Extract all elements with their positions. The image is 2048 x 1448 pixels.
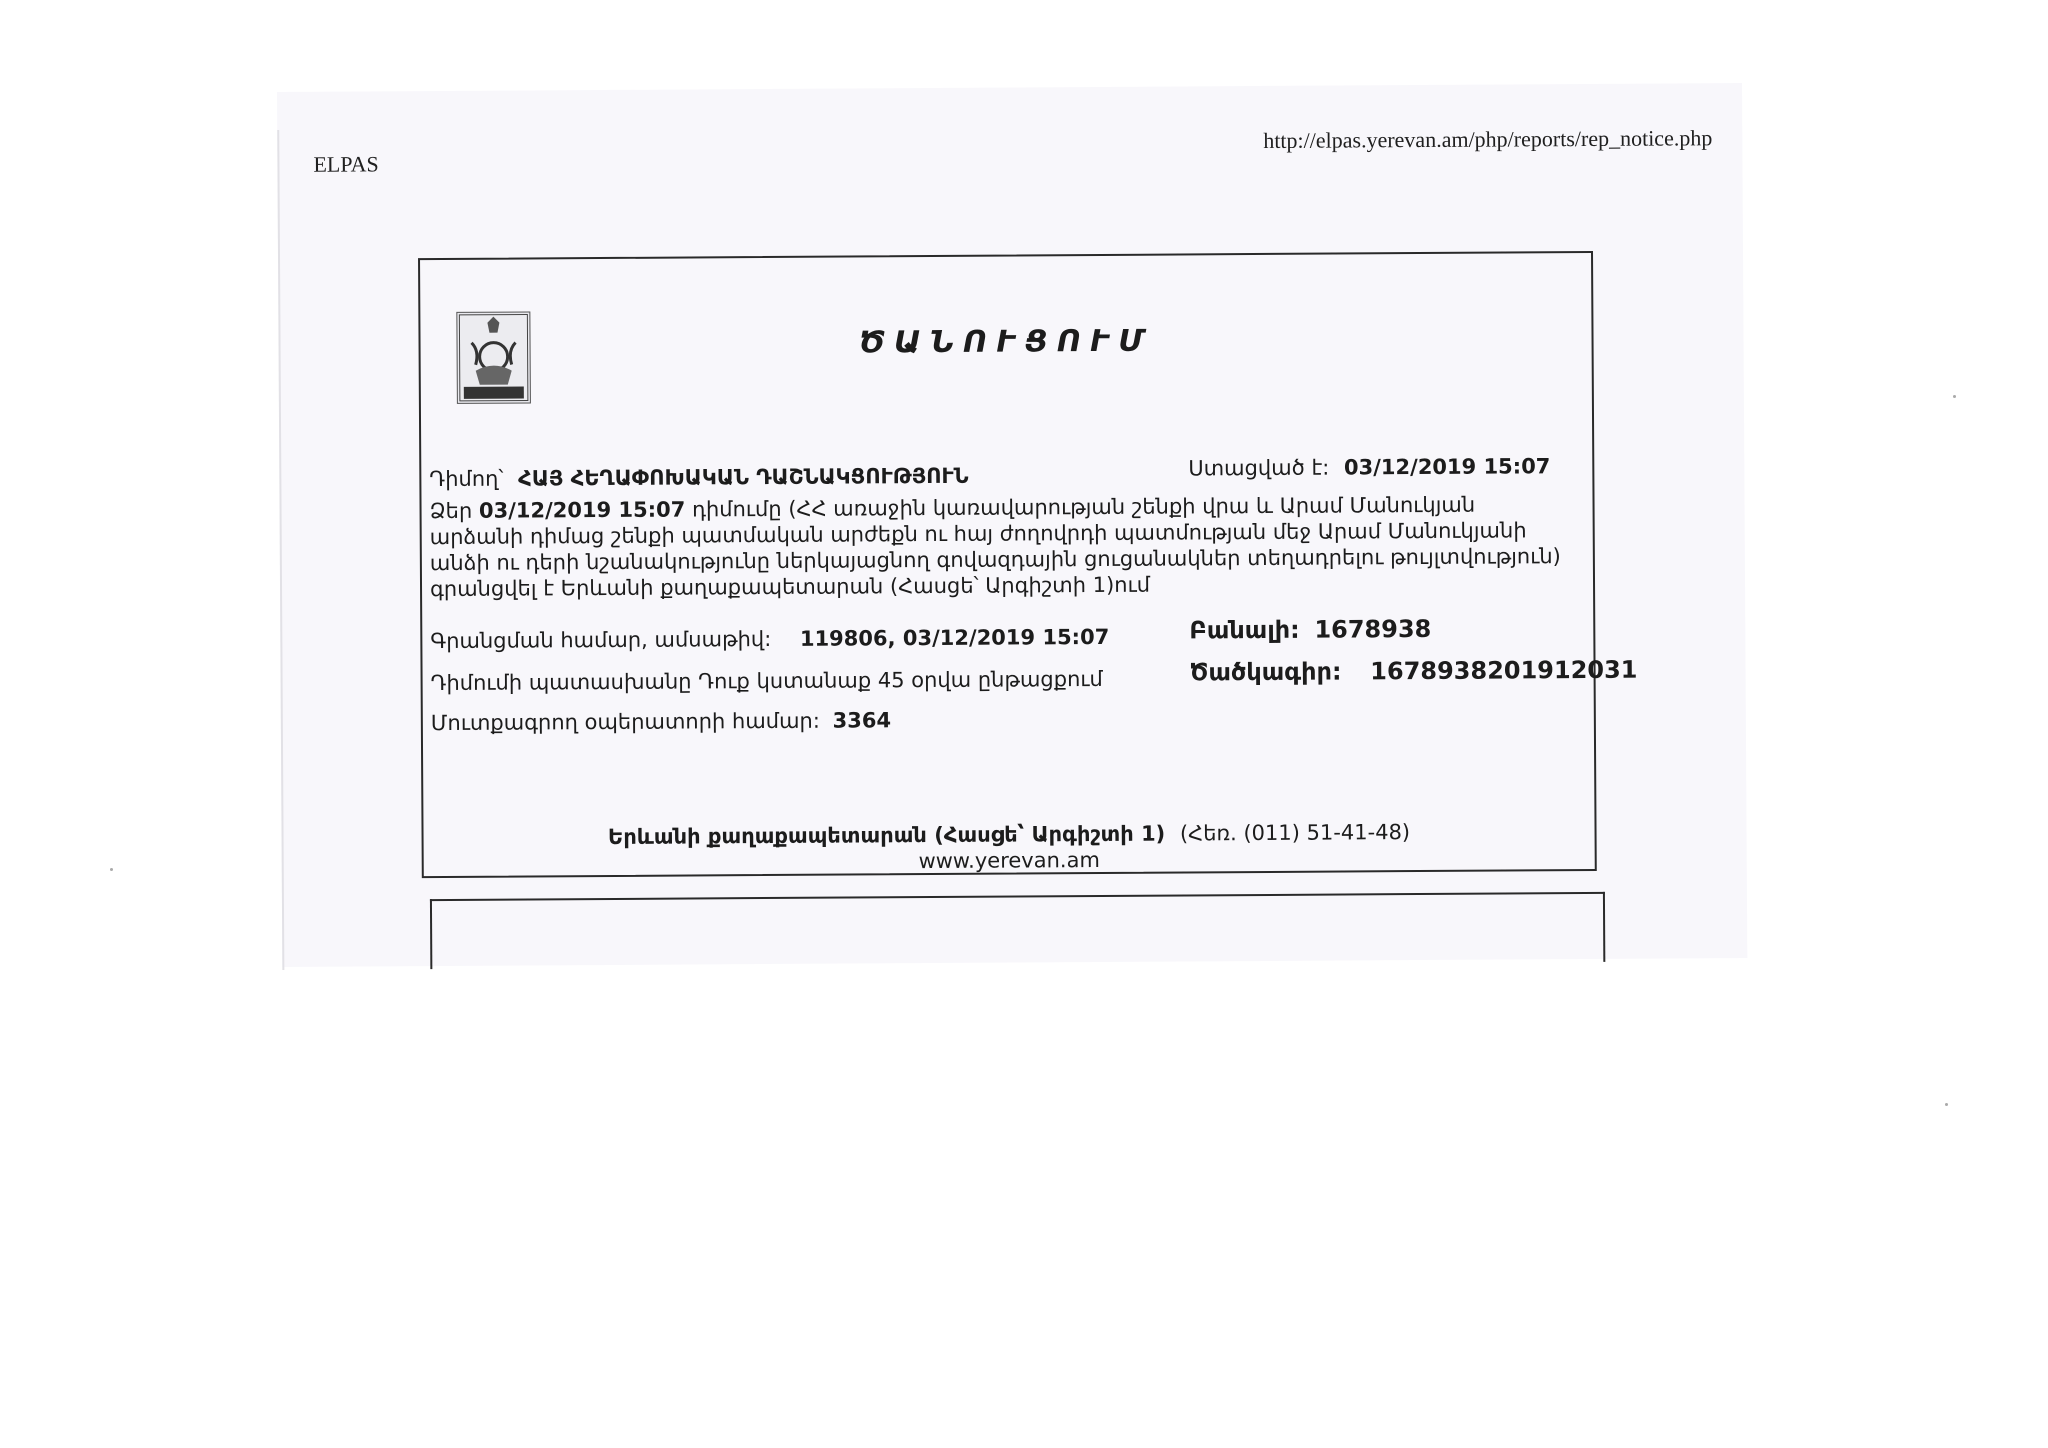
code-value: 1678938201912031: [1370, 655, 1638, 686]
operator-line: [431, 707, 891, 736]
body-prefix: Ձեր: [429, 498, 473, 524]
operator-value: 3364: [832, 708, 892, 733]
body-text: դիմումը (ՀՀ առաջին կառավարության շենքի վրա և Արամ Մանուկյան արձանի դիմաց շենքի պատմական արժեքն ու հայ ժողովրդի պատմության մեջ Արամ Մանուկյանի անձի ու դերի նշանակությունը ներկայացնող գովազդային ցուցանակներ տեղադրելու թույլտվություն) գրանցվել է Երևանի քաղաքապետարան (Հասցե՝ Արգիշտի 1)ում: [429, 492, 1561, 602]
second-notice-box-partial: [430, 892, 1605, 969]
received-value: 03/12/2019 15:07: [1343, 454, 1551, 480]
body-date: 03/12/2019 15:07: [478, 497, 686, 523]
applicant-line: [429, 463, 968, 492]
received-line: [1188, 453, 1550, 481]
notice-box: [418, 251, 1638, 878]
scanned-page: [277, 83, 1747, 967]
footer-website: www.yerevan.am: [918, 847, 1100, 874]
scan-speck: [110, 868, 113, 871]
footer-phone: (Հեռ. (011) 51-41-48): [1179, 820, 1411, 846]
scan-speck: [1945, 1103, 1948, 1106]
applicant-value: ՀԱՅ ՀԵՂԱՓՈԽԱԿԱՆ ԴԱՇՆԱԿՑՈՒԹՅՈՒՆ: [518, 463, 969, 491]
registration-value: 119806, 03/12/2019 15:07: [799, 624, 1110, 651]
code-line: [1189, 657, 1637, 687]
operator-label: Մուտքագրող օպերատորի համար:: [430, 708, 820, 736]
notice-footer: [423, 818, 1594, 877]
registration-label: Գրանցման համար, ամսաթիվ:: [430, 626, 772, 654]
header-url: http://elpas.yerevan.am/php/reports/rep_notice.php: [1263, 125, 1713, 153]
footer-organization: Երևանի քաղաքապետարան (Հասցե՝ Արգիշտի 1): [607, 821, 1166, 849]
key-line: [1189, 616, 1431, 644]
notice-title: ԾԱՆՈՒՑՈՒՄ: [858, 323, 1154, 361]
scan-speck: [1953, 395, 1956, 398]
key-value: 1678938: [1314, 614, 1432, 644]
page-edge-shadow: [277, 130, 284, 970]
code-label: Ծածկագիր:: [1189, 657, 1342, 687]
key-label: Բանալի:: [1189, 615, 1300, 645]
header-system-name: ELPAS: [313, 151, 379, 177]
received-label: Ստացված է:: [1188, 455, 1330, 481]
notice-body: [429, 491, 1570, 602]
registration-line: [430, 624, 1109, 654]
answer-line: Դիմումի պատասխանը Դուք կստանաք 45 օրվա ընթացքում: [430, 666, 1103, 696]
applicant-label: Դիմող՝: [429, 466, 504, 492]
